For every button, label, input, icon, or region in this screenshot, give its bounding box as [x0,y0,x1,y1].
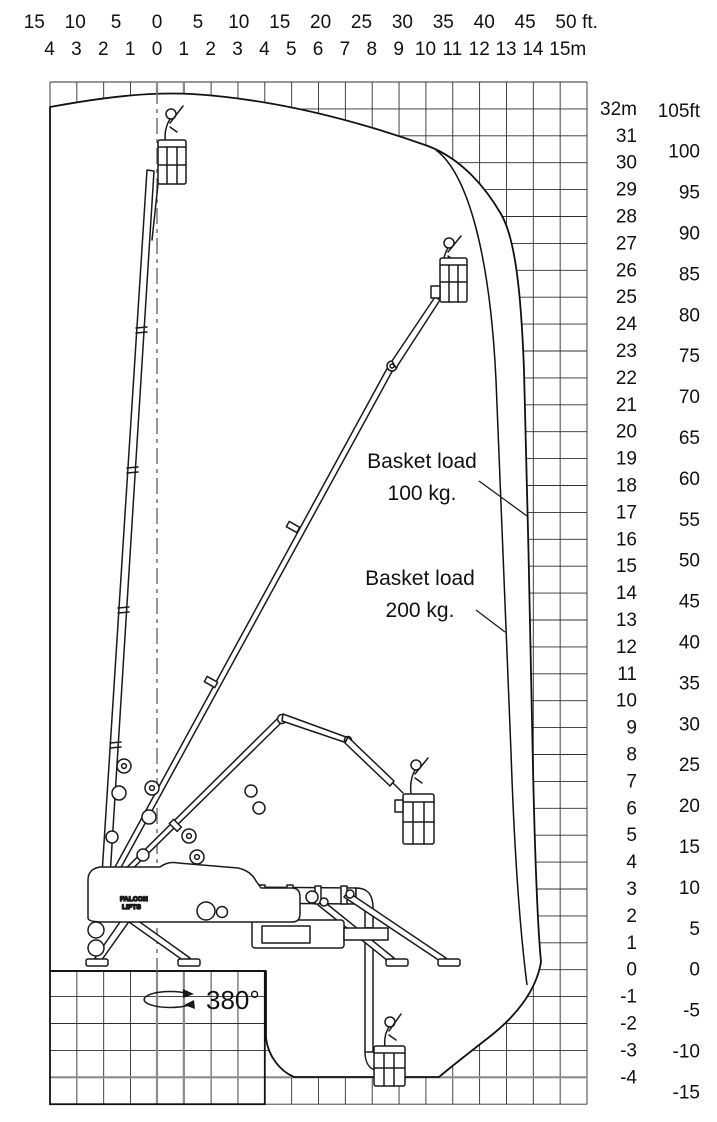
right-axis-ft-label: 0 [689,959,700,981]
top-axis-m-label: 2 [98,39,109,60]
right-axis-m-label: 27 [615,233,637,255]
right-axis-m-label: 22 [615,367,637,389]
right-axis-m-label: 3 [626,879,637,900]
wheel [88,922,104,938]
top-axis-ft-label: 5 [192,12,204,33]
right-axis-ft-label: 75 [678,346,700,368]
top-axis-m-label: 12 [468,39,490,60]
right-axis-m-label: 30 [615,152,637,174]
right-axis-ft-label: 25 [678,755,700,777]
right-axis-m-label: 0 [626,959,637,981]
top-axis-ft-label: 15 [269,12,291,33]
top-axis-ft-label: 20 [310,12,332,33]
right-axis-m-label: 17 [615,502,637,524]
right-axis-m-label: 8 [626,744,637,766]
right-axis-m-label: 20 [615,421,637,443]
right-axis-m-label: 13 [615,610,637,631]
right-axis-m-label: 28 [615,206,637,228]
right-axis-m-label: 23 [615,341,637,362]
right-axis-ft-label: 70 [678,387,700,409]
right-axis-ft-label: 30 [678,714,700,736]
top-axis-m-label: 10 [414,39,437,60]
right-axis-m-label: 18 [615,475,637,497]
right-axis-m-label: 6 [626,798,637,820]
right-axis-ft-label: 80 [678,305,700,327]
top-axis-ft-label: 10 [64,12,86,33]
right-axis-ft-label: 85 [678,264,700,286]
right-axis-m-label: 14 [615,583,637,605]
right-axis-m-label: 26 [615,260,637,282]
top-axis-ft-label: 15 [23,12,45,33]
top-axis-ft-label: 50 [555,12,577,33]
outrigger-foot [438,959,460,966]
top-axis-m-label: 3 [71,39,82,60]
brand-text-line2: LIFTS [122,904,142,911]
right-axis-ft-label: 60 [678,468,700,490]
top-axis-ft-label: 35 [432,12,454,33]
right-axis-m-label: 4 [626,852,637,874]
top-axis-m-label: 1 [178,39,190,60]
right-axis-ft-label: 5 [689,918,700,940]
basket-load-200-line1: Basket load [365,567,475,590]
right-axis-ft-label: 90 [678,223,700,245]
basket-load-100-line2: 100 kg. [387,482,457,505]
right-axis-m-label: 1 [626,932,637,954]
right-axis-m-label: 19 [615,448,637,470]
right-axis-m-label: 32m [600,98,637,120]
top-axis-m-label: 14 [522,39,544,60]
top-axis-ft-label: 25 [350,12,373,33]
right-axis-ft-label: 35 [678,673,700,695]
right-axis-m-label: 7 [626,771,637,793]
right-axis-m-label: 25 [615,287,637,309]
right-axis-ft-label: 45 [678,591,700,613]
right-axis-m-label: 9 [626,717,637,739]
top-axis-ft-label: 30 [391,12,413,33]
outrigger-foot [178,959,200,966]
top-axis-m-label: 5 [285,39,297,60]
top-axis-m-label: 11 [442,39,463,60]
right-axis-m-label: 5 [626,825,637,847]
right-axis-ft-label: 20 [678,796,700,818]
right-axis-ft-label: 105ft [657,100,700,122]
top-axis-m-label: 6 [312,39,324,60]
top-axis-ft-unit: ft. [582,12,598,33]
top-axis-m-unit: 15m [549,39,587,60]
right-axis-m-label: 31 [615,125,637,147]
top-axis-ft-label: 40 [473,12,495,33]
right-axis-ft-label: 95 [678,182,700,204]
top-axis-m-label: 4 [259,39,270,60]
right-axis-m-label: -2 [620,1013,637,1035]
top-axis-m-label: 3 [232,39,243,60]
top-axis-ft-label: 0 [151,12,163,33]
top-axis-m-label: 13 [495,39,517,60]
right-axis-ft-label: 40 [678,632,700,654]
right-axis-m-label: -4 [620,1067,637,1089]
rotation-symbol [144,989,195,1009]
top-axis-m-label: 9 [393,39,404,60]
right-axis-ft-label: 50 [678,550,700,572]
basket-load-100-line1: Basket load [367,450,477,473]
outrigger-foot [86,959,108,966]
top-axis-m-label: 1 [124,39,136,60]
right-axis-m-label: -1 [620,986,637,1008]
top-axis-m-label: 0 [151,39,163,60]
right-axis-ft-label: 55 [678,509,700,531]
top-axis-ft-label: 10 [228,12,250,33]
right-axis-ft-label: 15 [678,837,700,858]
basket-load-200-line2: 200 kg. [385,599,455,622]
right-axis-m-label: 16 [615,529,637,551]
top-axis-ft-label: 45 [514,12,536,33]
right-axis-m-label: 2 [626,905,637,927]
basket-bottom [374,1046,405,1086]
right-axis-ft-label: -10 [672,1041,700,1063]
right-axis-m-label: -3 [620,1040,637,1062]
right-axis-m-label: 24 [615,314,637,336]
top-axis-m-label: 7 [339,39,351,60]
top-axis-ft-label: 5 [110,12,122,33]
wheel [88,940,104,956]
right-axis-ft-label: 100 [668,141,700,163]
top-axis-m-label: 2 [205,39,216,60]
brand-text-line1: FALCON [120,896,148,903]
rotation-label: 380° [206,985,260,1015]
right-axis-m-label: 12 [615,636,637,658]
right-axis-m-label: 29 [615,179,637,201]
outrigger-foot [386,959,408,966]
right-axis-m-label: 15 [615,556,637,578]
hook-detail [306,891,318,903]
right-axis-ft-label: -5 [683,1000,700,1022]
right-axis-m-label: 10 [615,690,637,712]
right-axis-ft-label: -15 [672,1082,700,1104]
right-axis-m-label: 21 [615,394,637,416]
top-axis-m-label: 8 [366,39,378,60]
top-axis-m-label: 4 [44,39,55,60]
right-axis-ft-label: 65 [678,428,700,449]
right-axis-m-label: 11 [617,663,637,685]
right-axis-ft-label: 10 [678,877,700,899]
